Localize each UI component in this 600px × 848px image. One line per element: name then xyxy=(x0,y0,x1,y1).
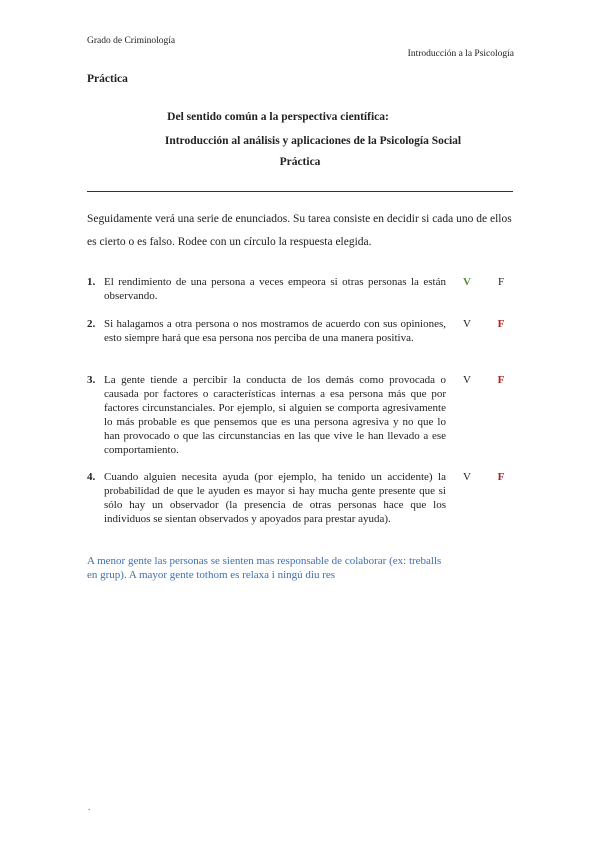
question-text: Cuando alguien necesita ayuda (por ejemplo, ha tenido un accidente) la probabilidad de que le ayuden es mayor si hay mucha gente presente que si sólo hay un observador (la presencia de otras personas hace que los individuos se sientan observados y apoyados para prestar ayuda). xyxy=(104,471,446,525)
question-number: 4. xyxy=(87,471,96,483)
option-false[interactable]: F xyxy=(497,276,505,288)
footer-mark: . xyxy=(88,802,91,812)
option-true[interactable]: V xyxy=(463,374,471,386)
section-label: Práctica xyxy=(87,73,128,85)
instructions-paragraph: Seguidamente verá una serie de enunciados. Su tarea consiste en decidir si cada uno de ellos es cierto o es falso. Rodee con un círculo la respuesta elegida. xyxy=(87,213,512,248)
question-text: El rendimiento de una persona a veces empeora si otras personas la están observando. xyxy=(104,276,446,302)
option-true[interactable]: V xyxy=(463,471,471,483)
header-subject: Introducción a la Psicología xyxy=(407,49,514,59)
title-line-3: Práctica xyxy=(279,156,321,168)
title-divider xyxy=(87,191,513,192)
header-course: Grado de Criminología xyxy=(87,36,176,46)
question-number: 3. xyxy=(87,374,96,386)
option-false[interactable]: F xyxy=(497,374,505,386)
question-text: Si halagamos a otra persona o nos mostramos de acuerdo con sus opiniones, esto siempre hará que esa persona nos perciba de una manera positiva. xyxy=(104,318,446,344)
question-number: 2. xyxy=(87,318,96,330)
question-text: La gente tiende a percibir la conducta de los demás como provocada o causada por factores o características internas a esa persona más que por factores circunstanciales. Por ejemplo, si alguien se comporta agresivamente lo más probable es que pensemos que es una persona agresiva y no que lo han provocado o que las circunstancias en las que vive le han llevado a ese comportamiento. xyxy=(104,374,446,456)
title-line-2: Introducción al análisis y aplicaciones de la Psicología Social xyxy=(164,135,462,147)
question-number: 1. xyxy=(87,276,96,288)
title-line-1: Del sentido común a la perspectiva científica: xyxy=(167,111,389,123)
option-false[interactable]: F xyxy=(497,471,505,483)
option-false[interactable]: F xyxy=(497,318,505,330)
student-note: A menor gente las personas se sienten mas responsable de colaborar (ex: treballs en grup). A mayor gente tothom es relaxa i ningú diu res xyxy=(87,555,442,581)
option-true[interactable]: V xyxy=(463,276,471,288)
option-true[interactable]: V xyxy=(463,318,471,330)
